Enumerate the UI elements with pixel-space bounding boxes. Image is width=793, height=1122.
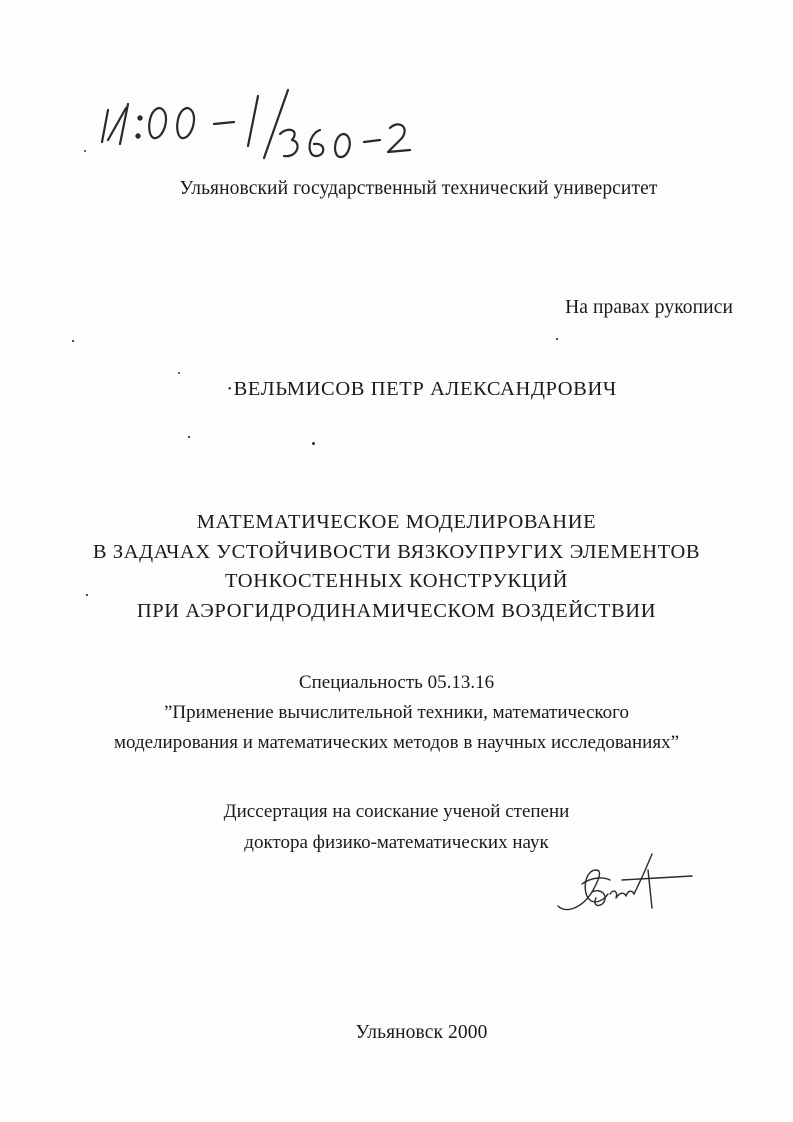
university-name: Ульяновский государственный технический университет: [179, 178, 658, 199]
degree-line: Диссертация на соискание ученой степени: [223, 801, 570, 822]
city-and-year: Ульяновск 2000: [355, 1022, 488, 1043]
scan-speck: [312, 442, 315, 445]
scan-speck: [178, 372, 180, 374]
scan-speck: [556, 338, 558, 340]
author-name: ·ВЕЛЬМИСОВ ПЕТР АЛЕКСАНДРОВИЧ: [226, 378, 617, 400]
scan-speck: [72, 340, 74, 342]
degree-line: доктора физико-математических наук: [244, 832, 549, 853]
specialty-code: Специальность 05.13.16: [298, 672, 495, 693]
author-signature: [552, 848, 697, 918]
title-line: ТОНКОСТЕННЫХ КОНСТРУКЦИЙ: [224, 570, 569, 592]
scan-speck: [188, 436, 190, 438]
specialty-block: [0, 668, 793, 758]
title-line: ПРИ АЭРОГИДРОДИНАМИЧЕСКОМ ВОЗДЕЙСТВИИ: [136, 599, 657, 622]
manuscript-note: На правах рукописи: [565, 297, 733, 318]
scan-speck: [86, 594, 88, 596]
handwritten-archive-code: [88, 82, 428, 172]
title-line: В ЗАДАЧАХ УСТОЙЧИВОСТИ ВЯЗКОУПРУГИХ ЭЛЕМЕНТОВ: [92, 540, 701, 563]
specialty-name-line: ”Применение вычислительной техники, математического: [164, 702, 629, 723]
specialty-name-line: моделирования и математических методов в научных исследованиях”: [113, 732, 680, 753]
scan-speck: [84, 150, 86, 152]
title-line: МАТЕМАТИЧЕСКОЕ МОДЕЛИРОВАНИЕ: [196, 511, 597, 533]
dissertation-title: [0, 508, 793, 626]
